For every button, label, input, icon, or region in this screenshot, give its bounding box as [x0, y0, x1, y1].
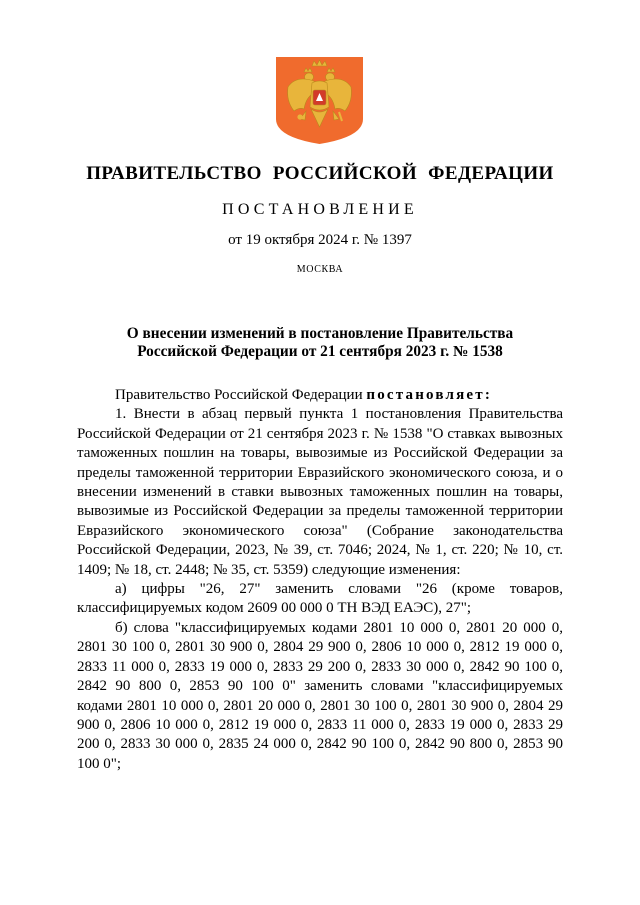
preamble-verb: постановляет:: [366, 387, 493, 403]
document-type: ПОСТАНОВЛЕНИЕ: [222, 201, 418, 218]
government-title: ПРАВИТЕЛЬСТВО РОССИЙСКОЙ ФЕДЕРАЦИИ: [86, 163, 554, 184]
preamble-lead: Правительство Российской Федерации: [115, 387, 367, 403]
document-date-number: от 19 октября 2024 г. № 1397: [228, 232, 412, 248]
subject-line-1: О внесении изменений в постановление Правительства: [126, 325, 514, 342]
preamble-paragraph: [77, 386, 563, 405]
item-a-paragraph: а) цифры "26, 27" заменить словами "26 (кроме товаров, классифицируемых кодом 2609 00 000 0 ТН ВЭД ЕАЭС), 27";: [77, 581, 563, 617]
item-b-paragraph: б) слова "классифицируемых кодами 2801 10 000 0, 2801 20 000 0, 2801 30 100 0, 2801 30 900 0, 2804 29 900 0, 2806 10 000 0, 2812 19 000 0, 2833 11 000 0, 2833 19 000 0, 2833 29 200 0, 2833 30 000 0, 2842 90 100 0, 2842 90 800 0, 2853 90 100 0" заменить словами "классифицируемых кодами 2801 10 000 0, 2801 20 000 0, 2801 30 100 0, 2801 30 900 0, 2804 29 900 0, 2806 10 000 0, 2812 19 000 0, 2833 11 000 0, 2833 19 000 0, 2833 29 200 0, 2833 30 000 0, 2835 24 000 0, 2842 90 100 0, 2842 90 800 0, 2853 90 100 0";: [77, 619, 563, 772]
russian-coat-of-arms-icon: [276, 57, 363, 144]
subject-line-2: Российской Федерации от 21 сентября 2023 г. № 1538: [137, 343, 503, 360]
document-body: [77, 386, 563, 774]
document-place: МОСКВА: [296, 264, 344, 275]
document-subject: [100, 325, 540, 361]
item-1-paragraph: 1. Внести в абзац первый пункта 1 постановления Правительства Российской Федерации от 21 сентября 2023 г. № 1538 "О ставках вывозных таможенных пошлин на товары, вывозимые из Российской Федерации за пределы таможенной территории Евразийского экономического союза, и о внесении изменений в ставки вывозных таможенных пошлин на товары, вывозимые из Российской Федерации за пределы таможенной территории Евразийского экономического союза" (Собрание законодательства Российской Федерации, 2023, № 39, ст. 7046; 2024, № 1, ст. 220; № 10, ст. 1409; № 18, ст. 2448; № 35, ст. 5359) следующие изменения:: [77, 406, 563, 578]
